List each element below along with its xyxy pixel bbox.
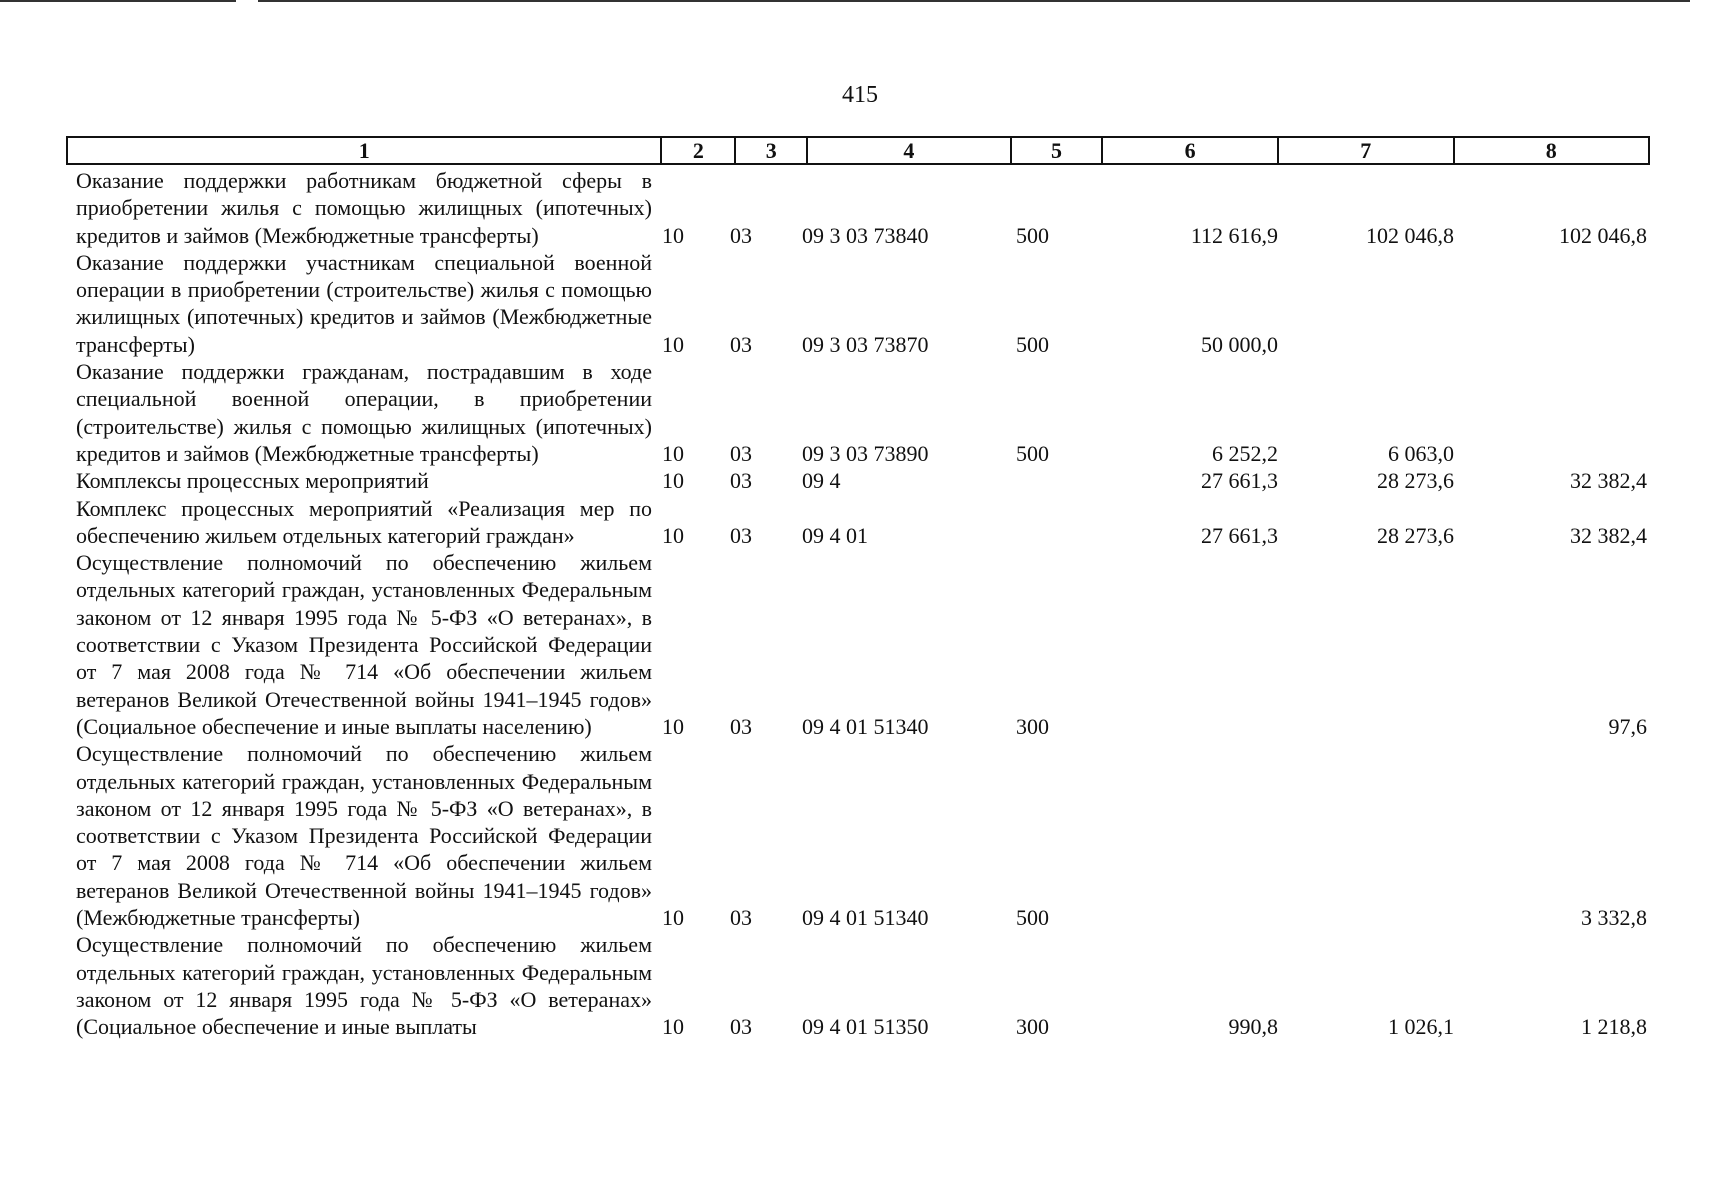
row-value-col6: 990,8 [1228, 1014, 1278, 1040]
row-value-col8: 102 046,8 [1559, 222, 1647, 248]
row-expense-type: 300 [1016, 713, 1049, 739]
row-target-code: 09 3 03 73870 [802, 331, 929, 357]
table-row [76, 549, 1650, 740]
row-target-code: 09 4 01 51350 [802, 1014, 929, 1040]
row-subsection: 03 [730, 468, 752, 494]
table-row [76, 740, 1650, 931]
row-description: Комплекс процессных мероприятий «Реализация мер по обеспечению жильем отдельных категорий граждан» [76, 495, 652, 548]
row-section: 10 [662, 440, 684, 466]
top-border-line [0, 0, 236, 2]
row-value-col8: 97,6 [1608, 713, 1647, 739]
row-subsection: 03 [730, 713, 752, 739]
row-description: Комплексы процессных мероприятий [76, 468, 429, 494]
row-value-col8: 32 382,4 [1570, 468, 1647, 494]
row-expense-type: 500 [1016, 440, 1049, 466]
row-value-col6: 27 661,3 [1201, 468, 1278, 494]
row-value-col6: 50 000,0 [1201, 331, 1278, 357]
row-description: Оказание поддержки гражданам, пострадавшим в ходе специальной военной операции, в приобретении (строительстве) жилья с помощью жилищных (ипотечных) кредитов и займов (Межбюджетные трансферты) [76, 359, 652, 466]
row-subsection: 03 [730, 440, 752, 466]
row-value-col7: 1 026,1 [1388, 1014, 1454, 1040]
row-value-col6: 112 616,9 [1190, 222, 1278, 248]
row-value-col7: 28 273,6 [1377, 522, 1454, 548]
row-target-code: 09 3 03 73840 [802, 222, 929, 248]
row-description: Осуществление полномочий по обеспечению жильем отдельных категорий граждан, установленных Федеральным законом от 12 января 1995 года № 5-ФЗ «О ветеранах», в соответствии с Указом Президента Российской Федерации от 7 мая 2008 года № 714 «Об обеспечении жильем ветеранов Великой Отечественной войны 1941–1945 годов» (Социальное обеспечение и иные выплаты населению) [76, 550, 652, 739]
row-section: 10 [662, 905, 684, 931]
row-description: Осуществление полномочий по обеспечению жильем отдельных категорий граждан, установленных Федеральным законом от 12 января 1995 года № 5-ФЗ «О ветеранах», в соответствии с Указом Президента Российской Федерации от 7 мая 2008 года № 714 «Об обеспечении жильем ветеранов Великой Отечественной войны 1941–1945 годов» (Межбюджетные трансферты) [76, 741, 652, 931]
row-value-col7: 28 273,6 [1377, 468, 1454, 494]
row-description: Оказание поддержки участникам специальной военной операции в приобретении (строительстве) жилья с помощью жилищных (ипотечных) кредитов и займов (Межбюджетные трансферты) [76, 249, 652, 357]
row-expense-type: 500 [1016, 222, 1049, 248]
header-col-8: 8 [1545, 138, 1557, 163]
table-row [76, 931, 1650, 1040]
header-col-2: 2 [662, 138, 736, 163]
header-col-5: 5 [1012, 138, 1104, 163]
row-subsection: 03 [730, 222, 752, 248]
row-section: 10 [662, 468, 684, 494]
row-value-col6: 6 252,2 [1212, 440, 1278, 466]
top-border-line [258, 0, 1690, 2]
row-section: 10 [662, 331, 684, 357]
row-value-col8: 1 218,8 [1581, 1014, 1647, 1040]
table-row [76, 167, 1650, 249]
row-target-code: 09 3 03 73890 [802, 440, 929, 466]
header-col-4: 4 [808, 138, 1011, 163]
header-col-6: 6 [1103, 138, 1279, 163]
row-expense-type: 500 [1016, 331, 1049, 357]
row-value-col6: 27 661,3 [1201, 522, 1278, 548]
row-value-col7: 6 063,0 [1388, 440, 1454, 466]
row-target-code: 09 4 [802, 468, 841, 494]
row-section: 10 [662, 713, 684, 739]
row-section: 10 [662, 1014, 684, 1040]
header-col-3: 3 [736, 138, 808, 163]
page-number: 415 [842, 82, 878, 108]
row-target-code: 09 4 01 51340 [802, 713, 929, 739]
header-col-7: 7 [1279, 138, 1455, 163]
row-expense-type: 300 [1016, 1014, 1049, 1040]
row-value-col8: 32 382,4 [1570, 522, 1647, 548]
table-row [76, 358, 1650, 467]
table-row [76, 467, 1650, 494]
table-row [76, 495, 1650, 550]
row-value-col7: 102 046,8 [1366, 222, 1454, 248]
row-value-col8: 3 332,8 [1581, 905, 1647, 931]
row-target-code: 09 4 01 51340 [802, 905, 929, 931]
row-subsection: 03 [730, 331, 752, 357]
table-row [76, 249, 1650, 358]
row-subsection: 03 [730, 522, 752, 548]
table-body [76, 167, 1650, 1041]
row-description: Осуществление полномочий по обеспечению жильем отдельных категорий граждан, установленных Федеральным законом от 12 января 1995 года № 5-ФЗ «О ветеранах» (Социальное обеспечение и иные выплаты [76, 932, 652, 1040]
row-subsection: 03 [730, 905, 752, 931]
row-description: Оказание поддержки работникам бюджетной сферы в приобретении жилья с помощью жилищных (ипотечных) кредитов и займов (Межбюджетные трансферты) [76, 168, 652, 248]
table-header [66, 136, 1650, 165]
row-target-code: 09 4 01 [802, 522, 868, 548]
row-section: 10 [662, 522, 684, 548]
row-subsection: 03 [730, 1014, 752, 1040]
header-col-1: 1 [68, 138, 662, 163]
row-section: 10 [662, 222, 684, 248]
row-expense-type: 500 [1016, 905, 1049, 931]
